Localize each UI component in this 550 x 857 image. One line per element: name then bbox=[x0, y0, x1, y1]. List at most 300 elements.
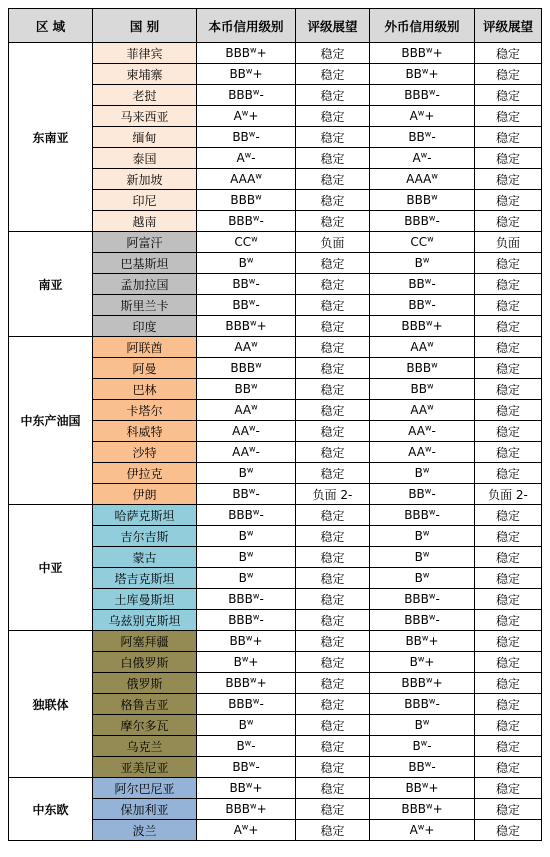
rating-superscript: w bbox=[248, 759, 256, 769]
foreign-rating-cell bbox=[370, 127, 475, 148]
country-cell: 新加坡 bbox=[93, 169, 197, 190]
rating-grade: BB bbox=[232, 298, 249, 312]
foreign-outlook-cell: 稳定 bbox=[475, 820, 542, 841]
rating-modifier: - bbox=[255, 298, 260, 312]
rating-superscript: w bbox=[248, 297, 256, 307]
rating-modifier: - bbox=[431, 277, 436, 291]
foreign-rating-cell bbox=[370, 484, 475, 505]
local-rating-cell bbox=[197, 148, 296, 169]
rating-superscript: w bbox=[428, 213, 436, 223]
rating-superscript: w bbox=[424, 129, 432, 139]
local-outlook-cell: 稳定 bbox=[296, 106, 370, 127]
rating-superscript: w bbox=[424, 276, 432, 286]
rating-superscript: w bbox=[421, 66, 429, 76]
rating-superscript: w bbox=[248, 423, 256, 433]
rating-grade: AA bbox=[232, 424, 249, 438]
rating-modifier: - bbox=[427, 151, 432, 165]
rating-superscript: w bbox=[424, 297, 432, 307]
local-outlook-cell: 稳定 bbox=[296, 778, 370, 799]
rating-superscript: w bbox=[424, 759, 432, 769]
rating-modifier: - bbox=[255, 130, 260, 144]
country-cell: 伊拉克 bbox=[93, 463, 197, 484]
rating-superscript: w bbox=[422, 465, 430, 475]
rating-modifier: - bbox=[431, 298, 436, 312]
foreign-rating-cell bbox=[370, 253, 475, 274]
local-rating-cell bbox=[197, 106, 296, 127]
table-row bbox=[9, 337, 542, 358]
country-cell: 印度 bbox=[93, 316, 197, 337]
rating-superscript: w bbox=[246, 255, 254, 265]
country-cell: 乌兹别克斯坦 bbox=[93, 610, 197, 631]
rating-grade: BBB bbox=[228, 592, 253, 606]
local-outlook-cell: 稳定 bbox=[296, 736, 370, 757]
rating-modifier: - bbox=[259, 697, 264, 711]
foreign-rating-cell bbox=[370, 337, 475, 358]
rating-grade: AA bbox=[410, 403, 428, 417]
rating-grade: BBB bbox=[228, 613, 253, 627]
foreign-outlook-cell: 稳定 bbox=[475, 568, 542, 589]
rating-modifier: - bbox=[435, 592, 440, 606]
local-outlook-cell: 稳定 bbox=[296, 568, 370, 589]
foreign-outlook-cell: 稳定 bbox=[475, 673, 542, 694]
rating-grade: AA bbox=[234, 403, 252, 417]
rating-modifier: + bbox=[432, 46, 443, 60]
local-rating-cell bbox=[197, 379, 296, 400]
foreign-outlook-cell: 稳定 bbox=[475, 169, 542, 190]
foreign-rating-cell bbox=[370, 379, 475, 400]
foreign-rating-cell bbox=[370, 610, 475, 631]
rating-grade: BB bbox=[408, 130, 425, 144]
rating-grade: B bbox=[414, 550, 423, 564]
local-outlook-cell: 稳定 bbox=[296, 400, 370, 421]
foreign-outlook-cell: 稳定 bbox=[475, 526, 542, 547]
foreign-outlook-cell: 负面 2- bbox=[475, 484, 542, 505]
rating-modifier: + bbox=[248, 655, 259, 669]
rating-grade: B bbox=[414, 571, 423, 585]
local-outlook-cell: 稳定 bbox=[296, 505, 370, 526]
local-outlook-cell: 稳定 bbox=[296, 190, 370, 211]
header-row bbox=[9, 9, 542, 43]
foreign-rating-cell bbox=[370, 673, 475, 694]
local-rating-cell bbox=[197, 337, 296, 358]
local-outlook-cell: 负面 2- bbox=[296, 484, 370, 505]
header-foreign-outlook: 评级展望 bbox=[475, 9, 542, 43]
local-outlook-cell: 稳定 bbox=[296, 442, 370, 463]
rating-modifier: + bbox=[252, 781, 263, 795]
country-cell: 阿曼 bbox=[93, 358, 197, 379]
table-row bbox=[9, 505, 542, 526]
rating-modifier: + bbox=[256, 802, 267, 816]
country-cell: 缅甸 bbox=[93, 127, 197, 148]
country-cell: 沙特 bbox=[93, 442, 197, 463]
rating-superscript: w bbox=[428, 612, 436, 622]
rating-superscript: w bbox=[246, 465, 254, 475]
rating-modifier: + bbox=[424, 823, 435, 837]
rating-grade: B bbox=[238, 466, 247, 480]
foreign-rating-cell bbox=[370, 799, 475, 820]
foreign-rating-cell bbox=[370, 295, 475, 316]
rating-superscript: w bbox=[420, 150, 428, 160]
rating-grade: B bbox=[414, 529, 423, 543]
rating-modifier: - bbox=[431, 130, 436, 144]
country-cell: 摩尔多瓦 bbox=[93, 715, 197, 736]
country-cell: 柬埔寨 bbox=[93, 64, 197, 85]
foreign-outlook-cell: 稳定 bbox=[475, 274, 542, 295]
country-cell: 格鲁吉亚 bbox=[93, 694, 197, 715]
rating-grade: AA bbox=[408, 424, 425, 438]
rating-superscript: w bbox=[252, 213, 260, 223]
rating-superscript: w bbox=[422, 255, 430, 265]
rating-superscript: w bbox=[248, 276, 256, 286]
rating-grade: BBB bbox=[406, 193, 432, 207]
local-rating-cell bbox=[197, 799, 296, 820]
rating-modifier: + bbox=[248, 109, 259, 123]
rating-superscript: w bbox=[241, 654, 249, 664]
rating-superscript: w bbox=[431, 360, 438, 370]
table-row bbox=[9, 631, 542, 652]
local-outlook-cell: 稳定 bbox=[296, 463, 370, 484]
rating-grade: BBB bbox=[228, 88, 253, 102]
rating-superscript: w bbox=[427, 234, 434, 244]
country-cell: 波兰 bbox=[93, 820, 197, 841]
country-cell: 俄罗斯 bbox=[93, 673, 197, 694]
rating-grade: B bbox=[409, 655, 418, 669]
foreign-rating-cell bbox=[370, 274, 475, 295]
country-cell: 亚美尼亚 bbox=[93, 757, 197, 778]
region-cell: 中亚 bbox=[9, 505, 93, 631]
rating-modifier: + bbox=[424, 655, 435, 669]
foreign-rating-cell bbox=[370, 190, 475, 211]
foreign-rating-cell bbox=[370, 106, 475, 127]
local-outlook-cell: 稳定 bbox=[296, 253, 370, 274]
rating-grade: BBB bbox=[404, 697, 429, 711]
local-outlook-cell: 稳定 bbox=[296, 85, 370, 106]
rating-grade: CC bbox=[410, 235, 428, 249]
rating-grade: BBB bbox=[404, 88, 429, 102]
foreign-outlook-cell: 稳定 bbox=[475, 631, 542, 652]
rating-modifier: - bbox=[259, 88, 264, 102]
header-foreign-rating: 外币信用级别 bbox=[370, 9, 475, 43]
region-cell: 东南亚 bbox=[9, 43, 93, 232]
foreign-outlook-cell: 稳定 bbox=[475, 358, 542, 379]
local-rating-cell bbox=[197, 778, 296, 799]
local-outlook-cell: 稳定 bbox=[296, 337, 370, 358]
rating-grade: BB bbox=[405, 781, 422, 795]
rating-grade: B bbox=[233, 655, 242, 669]
table-row bbox=[9, 778, 542, 799]
rating-superscript: w bbox=[426, 675, 433, 685]
local-rating-cell bbox=[197, 631, 296, 652]
local-outlook-cell: 稳定 bbox=[296, 211, 370, 232]
table-row bbox=[9, 43, 542, 64]
header-local-outlook: 评级展望 bbox=[296, 9, 370, 43]
rating-grade: BBB bbox=[404, 508, 429, 522]
local-rating-cell bbox=[197, 169, 296, 190]
rating-modifier: + bbox=[432, 802, 443, 816]
foreign-rating-cell bbox=[370, 568, 475, 589]
local-rating-cell bbox=[197, 43, 296, 64]
local-outlook-cell: 稳定 bbox=[296, 757, 370, 778]
rating-grade: AAA bbox=[230, 172, 256, 186]
region-cell: 南亚 bbox=[9, 232, 93, 337]
foreign-outlook-cell: 稳定 bbox=[475, 442, 542, 463]
rating-superscript: w bbox=[422, 570, 430, 580]
ratings-table-container bbox=[8, 8, 542, 841]
local-outlook-cell: 稳定 bbox=[296, 295, 370, 316]
rating-grade: BB bbox=[408, 487, 425, 501]
rating-superscript: w bbox=[428, 507, 436, 517]
rating-superscript: w bbox=[246, 549, 254, 559]
rating-superscript: w bbox=[426, 381, 434, 391]
local-rating-cell bbox=[197, 505, 296, 526]
foreign-rating-cell bbox=[370, 358, 475, 379]
rating-grade: BBB bbox=[401, 676, 427, 690]
rating-grade: BB bbox=[232, 487, 249, 501]
rating-superscript: w bbox=[250, 45, 257, 55]
country-cell: 保加利亚 bbox=[93, 799, 197, 820]
rating-grade: BBB bbox=[225, 802, 251, 816]
foreign-outlook-cell: 稳定 bbox=[475, 379, 542, 400]
foreign-outlook-cell: 稳定 bbox=[475, 43, 542, 64]
local-rating-cell bbox=[197, 463, 296, 484]
rating-grade: BBB bbox=[228, 697, 253, 711]
foreign-rating-cell bbox=[370, 43, 475, 64]
rating-grade: BB bbox=[408, 298, 425, 312]
rating-grade: B bbox=[412, 739, 421, 753]
local-outlook-cell: 稳定 bbox=[296, 820, 370, 841]
rating-modifier: + bbox=[424, 109, 435, 123]
local-rating-cell bbox=[197, 526, 296, 547]
local-outlook-cell: 稳定 bbox=[296, 526, 370, 547]
rating-superscript: w bbox=[241, 108, 249, 118]
rating-superscript: w bbox=[420, 738, 428, 748]
local-rating-cell bbox=[197, 358, 296, 379]
rating-superscript: w bbox=[427, 402, 434, 412]
local-outlook-cell: 稳定 bbox=[296, 421, 370, 442]
rating-grade: BB bbox=[408, 760, 425, 774]
local-rating-cell bbox=[197, 190, 296, 211]
header-region: 区 域 bbox=[9, 9, 93, 43]
local-outlook-cell: 稳定 bbox=[296, 715, 370, 736]
rating-grade: BBB bbox=[404, 592, 429, 606]
rating-superscript: w bbox=[248, 486, 256, 496]
rating-grade: B bbox=[414, 718, 423, 732]
rating-grade: BBB bbox=[228, 508, 253, 522]
foreign-outlook-cell: 稳定 bbox=[475, 463, 542, 484]
rating-modifier: - bbox=[255, 445, 260, 459]
foreign-outlook-cell: 稳定 bbox=[475, 736, 542, 757]
rating-grade: AA bbox=[232, 445, 249, 459]
foreign-outlook-cell: 稳定 bbox=[475, 694, 542, 715]
header-country: 国 别 bbox=[93, 9, 197, 43]
local-outlook-cell: 稳定 bbox=[296, 547, 370, 568]
foreign-rating-cell bbox=[370, 589, 475, 610]
rating-superscript: w bbox=[424, 486, 432, 496]
rating-grade: BB bbox=[229, 67, 246, 81]
country-cell: 阿尔巴尼亚 bbox=[93, 778, 197, 799]
rating-superscript: w bbox=[250, 318, 257, 328]
header-local-rating: 本币信用级别 bbox=[197, 9, 296, 43]
rating-grade: BBB bbox=[406, 361, 432, 375]
table-body bbox=[9, 43, 542, 841]
local-outlook-cell: 稳定 bbox=[296, 43, 370, 64]
country-cell: 科威特 bbox=[93, 421, 197, 442]
country-cell: 哈萨克斯坦 bbox=[93, 505, 197, 526]
rating-modifier: - bbox=[435, 613, 440, 627]
rating-grade: BB bbox=[232, 277, 249, 291]
local-rating-cell bbox=[197, 757, 296, 778]
rating-grade: AAA bbox=[406, 172, 432, 186]
local-rating-cell bbox=[197, 295, 296, 316]
foreign-outlook-cell: 稳定 bbox=[475, 652, 542, 673]
rating-modifier: - bbox=[435, 697, 440, 711]
rating-grade: BBB bbox=[230, 193, 256, 207]
sovereign-ratings-table bbox=[8, 8, 542, 841]
local-outlook-cell: 稳定 bbox=[296, 694, 370, 715]
rating-superscript: w bbox=[251, 402, 258, 412]
rating-grade: BB bbox=[232, 130, 249, 144]
local-rating-cell bbox=[197, 421, 296, 442]
rating-superscript: w bbox=[428, 591, 436, 601]
local-outlook-cell: 稳定 bbox=[296, 631, 370, 652]
local-rating-cell bbox=[197, 568, 296, 589]
local-rating-cell bbox=[197, 274, 296, 295]
rating-superscript: w bbox=[250, 801, 257, 811]
foreign-outlook-cell: 稳定 bbox=[475, 190, 542, 211]
rating-superscript: w bbox=[424, 423, 432, 433]
local-outlook-cell: 稳定 bbox=[296, 799, 370, 820]
rating-grade: BB bbox=[408, 277, 425, 291]
country-cell: 斯里兰卡 bbox=[93, 295, 197, 316]
rating-grade: BBB bbox=[401, 802, 427, 816]
foreign-outlook-cell: 负面 bbox=[475, 232, 542, 253]
local-outlook-cell: 稳定 bbox=[296, 379, 370, 400]
region-cell: 中东欧 bbox=[9, 778, 93, 841]
foreign-rating-cell bbox=[370, 715, 475, 736]
foreign-rating-cell bbox=[370, 64, 475, 85]
rating-modifier: - bbox=[435, 508, 440, 522]
country-cell: 阿联酋 bbox=[93, 337, 197, 358]
local-rating-cell bbox=[197, 400, 296, 421]
rating-modifier: - bbox=[255, 487, 260, 501]
local-outlook-cell: 稳定 bbox=[296, 358, 370, 379]
rating-superscript: w bbox=[421, 633, 429, 643]
foreign-rating-cell bbox=[370, 631, 475, 652]
foreign-rating-cell bbox=[370, 505, 475, 526]
rating-grade: AA bbox=[234, 340, 252, 354]
local-rating-cell bbox=[197, 547, 296, 568]
foreign-rating-cell bbox=[370, 211, 475, 232]
local-outlook-cell: 稳定 bbox=[296, 316, 370, 337]
local-rating-cell bbox=[197, 694, 296, 715]
local-outlook-cell: 稳定 bbox=[296, 652, 370, 673]
foreign-rating-cell bbox=[370, 757, 475, 778]
rating-modifier: - bbox=[431, 487, 436, 501]
rating-grade: AA bbox=[410, 340, 428, 354]
rating-grade: BB bbox=[410, 382, 427, 396]
region-cell: 中东产油国 bbox=[9, 337, 93, 505]
rating-superscript: w bbox=[422, 528, 430, 538]
rating-superscript: w bbox=[252, 507, 260, 517]
local-rating-cell bbox=[197, 211, 296, 232]
rating-modifier: + bbox=[256, 319, 267, 333]
rating-modifier: - bbox=[431, 445, 436, 459]
rating-superscript: w bbox=[244, 150, 252, 160]
rating-modifier: - bbox=[259, 613, 264, 627]
rating-superscript: w bbox=[255, 192, 262, 202]
rating-modifier: + bbox=[248, 823, 259, 837]
rating-superscript: w bbox=[245, 780, 253, 790]
local-rating-cell bbox=[197, 253, 296, 274]
rating-grade: B bbox=[238, 571, 247, 585]
country-cell: 巴林 bbox=[93, 379, 197, 400]
country-cell: 孟加拉国 bbox=[93, 274, 197, 295]
rating-superscript: w bbox=[245, 66, 253, 76]
foreign-rating-cell bbox=[370, 463, 475, 484]
rating-superscript: w bbox=[417, 654, 425, 664]
local-rating-cell bbox=[197, 442, 296, 463]
rating-modifier: + bbox=[252, 67, 263, 81]
country-cell: 阿塞拜疆 bbox=[93, 631, 197, 652]
local-rating-cell bbox=[197, 484, 296, 505]
local-outlook-cell: 稳定 bbox=[296, 610, 370, 631]
country-cell: 白俄罗斯 bbox=[93, 652, 197, 673]
rating-superscript: w bbox=[255, 171, 262, 181]
foreign-outlook-cell: 稳定 bbox=[475, 211, 542, 232]
rating-superscript: w bbox=[428, 696, 436, 706]
country-cell: 马来西亚 bbox=[93, 106, 197, 127]
local-outlook-cell: 稳定 bbox=[296, 169, 370, 190]
rating-modifier: + bbox=[428, 634, 439, 648]
foreign-rating-cell bbox=[370, 442, 475, 463]
rating-grade: BB bbox=[405, 67, 422, 81]
rating-modifier: - bbox=[259, 508, 264, 522]
rating-grade: A bbox=[233, 109, 242, 123]
rating-superscript: w bbox=[248, 444, 256, 454]
foreign-outlook-cell: 稳定 bbox=[475, 337, 542, 358]
foreign-rating-cell bbox=[370, 148, 475, 169]
table-row bbox=[9, 232, 542, 253]
local-rating-cell bbox=[197, 820, 296, 841]
rating-modifier: - bbox=[259, 214, 264, 228]
rating-grade: BB bbox=[229, 634, 246, 648]
region-cell: 独联体 bbox=[9, 631, 93, 778]
local-rating-cell bbox=[197, 127, 296, 148]
rating-grade: BBB bbox=[225, 319, 251, 333]
rating-modifier: - bbox=[251, 739, 256, 753]
foreign-outlook-cell: 稳定 bbox=[475, 148, 542, 169]
rating-grade: BBB bbox=[225, 676, 251, 690]
rating-grade: A bbox=[233, 823, 242, 837]
rating-superscript: w bbox=[428, 87, 436, 97]
rating-superscript: w bbox=[250, 675, 257, 685]
rating-grade: CC bbox=[234, 235, 252, 249]
rating-modifier: - bbox=[255, 424, 260, 438]
rating-grade: A bbox=[409, 109, 418, 123]
country-cell: 巴基斯坦 bbox=[93, 253, 197, 274]
rating-superscript: w bbox=[252, 87, 260, 97]
rating-grade: B bbox=[414, 466, 423, 480]
rating-grade: B bbox=[414, 256, 423, 270]
foreign-rating-cell bbox=[370, 652, 475, 673]
foreign-rating-cell bbox=[370, 736, 475, 757]
rating-superscript: w bbox=[246, 570, 254, 580]
rating-modifier: + bbox=[256, 46, 267, 60]
rating-superscript: w bbox=[251, 234, 258, 244]
rating-modifier: + bbox=[432, 319, 443, 333]
foreign-outlook-cell: 稳定 bbox=[475, 505, 542, 526]
local-outlook-cell: 稳定 bbox=[296, 274, 370, 295]
